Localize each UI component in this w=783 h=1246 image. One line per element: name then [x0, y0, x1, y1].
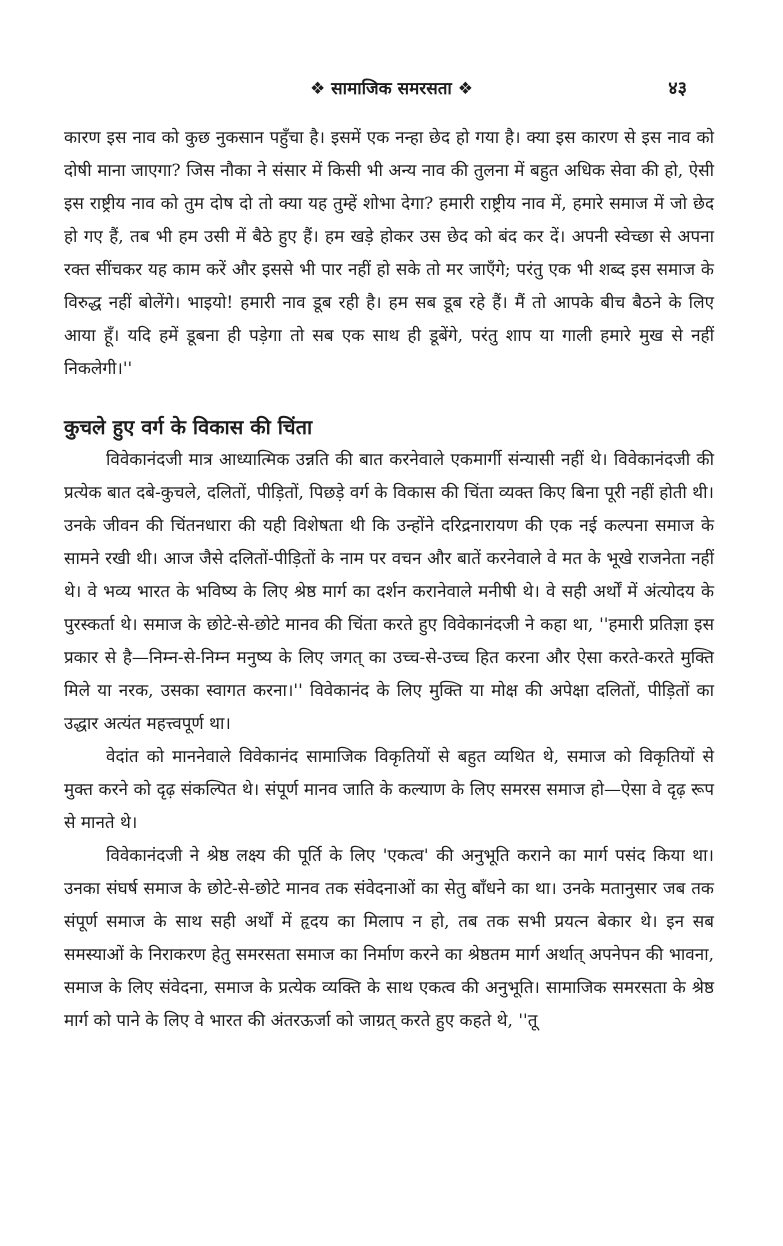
- paragraph: कारण इस नाव को कुछ नुकसान पहुँचा है। इसमें एक नन्हा छेद हो गया है। क्या इस कारण से इस नाव को दोषी माना जाएगा? जिस नौका ने संसार में किसी भी अन्य नाव की तुलना में बहुत अधिक सेवा की हो, ऐसी इस राष्ट्रीय नाव को तुम दोष दो तो क्या यह तुम्हें शोभा देगा? हमारी राष्ट्रीय नाव में, हमारे समाज में जो छेद हो गए हैं, तब भी हम उसी में बैठे हुए हैं। हम खड़े होकर उस छेद को बंद कर दें। अपनी स्वेच्छा से अपना रक्त सींचकर यह काम करें और इससे भी पार नहीं हो सके तो मर जाएँगे; परंतु एक भी शब्द इस समाज के विरुद्ध नहीं बोलेंगे। भाइयो! हमारी नाव डूब रही है। हम सब डूब रहे हैं। मैं तो आपके बीच बैठने के लिए आया हूँ। यदि हमें डूबना ही पड़ेगा तो सब एक साथ ही डूबेंगे, परंतु शाप या गाली हमारे मुख से नहीं निकलेगी।'': [64, 128, 714, 379]
- paragraph: विवेकानंदजी ने श्रेष्ठ लक्ष्य की पूर्ति के लिए 'एकत्व' की अनुभूति कराने का मार्ग पसंद किया था। उनका संघर्ष समाज के छोटे-से-छोटे मानव तक संवेदनाओं का सेतु बाँधने का था। उनके मतानुसार जब तक संपूर्ण समाज के साथ सही अर्थों में हृदय का मिलाप न हो, तब तक सभी प्रयत्न बेकार थे। इन सब समस्याओं के निराकरण हेतु समरसता समाज का निर्माण करने का श्रेष्ठतम मार्ग अर्थात् अपनेपन की भावना, समाज के लिए संवेदना, समाज के प्रत्येक व्यक्ति के साथ एकत्व की अनुभूति। सामाजिक समरसता के श्रेष्ठ मार्ग को पाने के लिए वे भारत की अंतरऊर्जा को जाग्रत् करते हुए कहते थे, ''तू: [64, 846, 714, 1031]
- page-body: [64, 122, 714, 1038]
- page-number: ४३: [668, 78, 687, 99]
- section-heading: कुचले हुए वर्ग के विकास की चिंता: [64, 415, 313, 439]
- page-header: [0, 76, 783, 102]
- paragraph: विवेकानंदजी मात्र आध्यात्मिक उन्नति की बात करनेवाले एकमार्गी संन्यासी नहीं थे। विवेकानंदजी की प्रत्येक बात दबे-कुचले, दलितों, पीड़ितों, पिछड़े वर्ग के विकास की चिंता व्यक्त किए बिना पूरी नहीं होती थी। उनके जीवन की चिंतनधारा की यही विशेषता थी कि उन्होंने दरिद्रनारायण की एक नई कल्पना समाज के सामने रखी थी। आज जैसे दलितों-पीड़ितों के नाम पर वचन और बातें करनेवाले वे मत के भूखे राजनेता नहीं थे। वे भव्य भारत के भविष्य के लिए श्रेष्ठ मार्ग का दर्शन करानेवाले मनीषी थे। वे सही अर्थों में अंत्योदय के पुरस्कर्ता थे। समाज के छोटे-से-छोटे मानव की चिंता करते हुए विवेकानंदजी ने कहा था, ''हमारी प्रतिज्ञा इस प्रकार से है—निम्न-से-निम्न मनुष्य के लिए जगत् का उच्च-से-उच्च हित करना और ऐसा करते-करते मुक्ति मिले या नरक, उसका स्वागत करना।'' विवेकानंद के लिए मुक्ति या मोक्ष की अपेक्षा दलितों, पीड़ितों का उद्धार अत्यंत महत्त्वपूर्ण था।: [64, 450, 714, 734]
- paragraph: वेदांत को माननेवाले विवेकानंद सामाजिक विकृतियों से बहुत व्यथित थे, समाज को विकृतियों से मुक्त करने को दृढ़ संकल्पित थे। संपूर्ण मानव जाति के कल्याण के लिए समरस समाज हो—ऐसा वे दृढ़ रूप से मानते थे।: [64, 747, 714, 833]
- running-title: ❖ सामाजिक समरसता ❖: [310, 79, 473, 99]
